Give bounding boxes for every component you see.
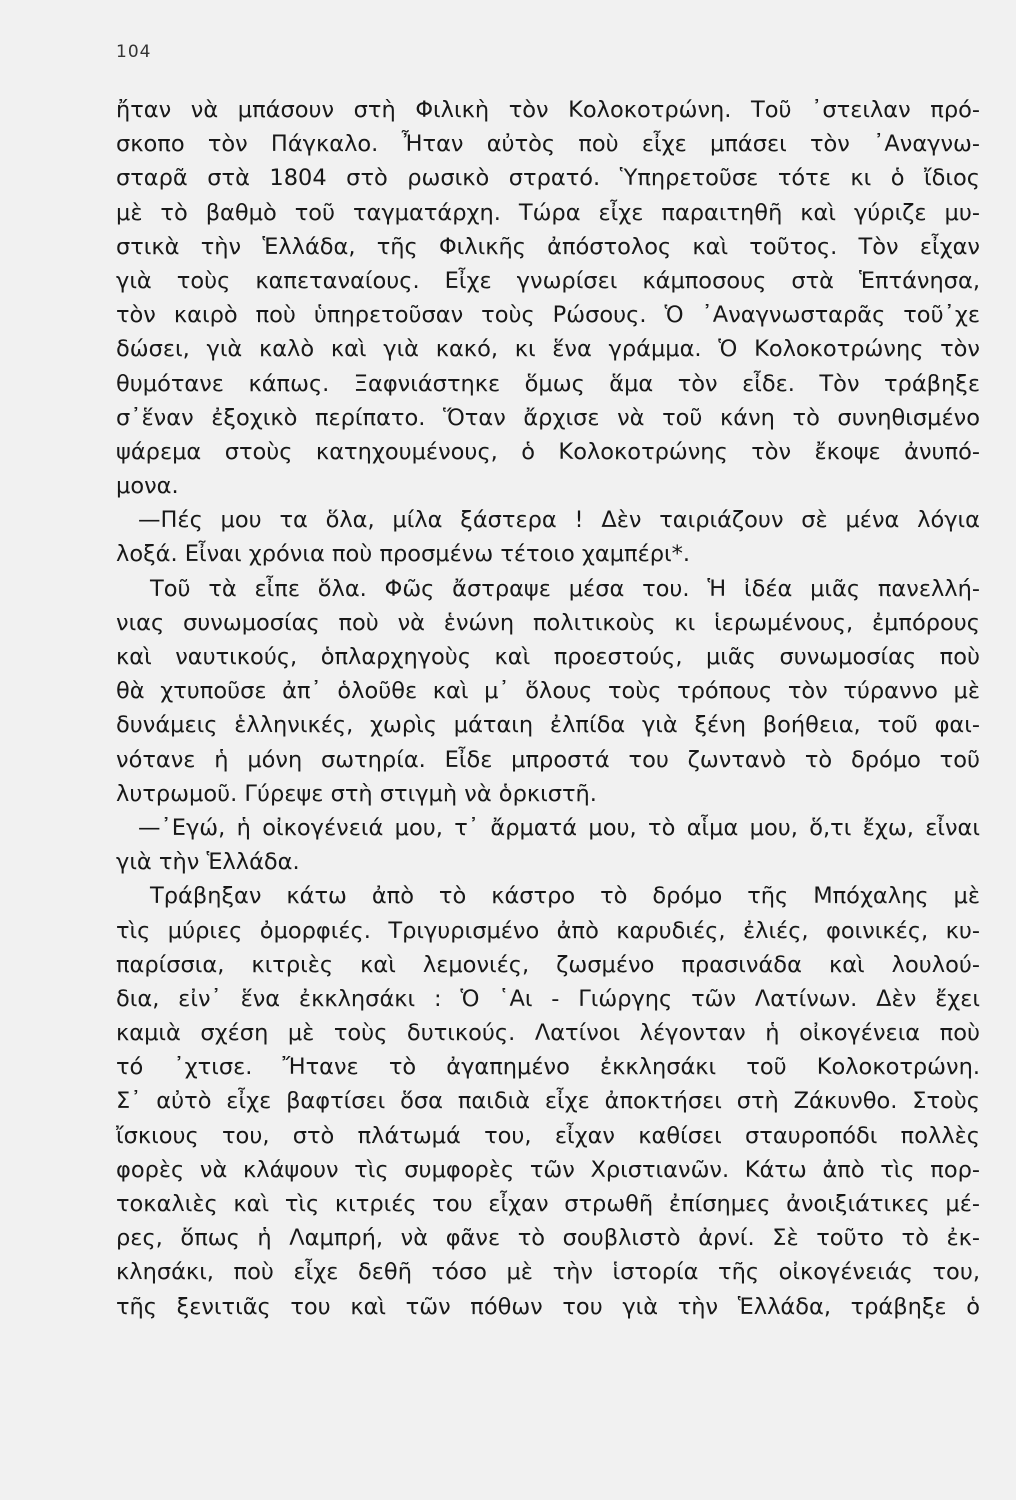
text-line: σ᾽ἕναν ἐξοχικὸ περίπατο. Ὅταν ἄρχισε νὰ τοῦ κάνη τὸ συνηθισμένο — [116, 404, 980, 431]
text-line: καὶ ναυτικούς, ὁπλαρχηγοὺς καὶ προεστούς, μιᾶς συνωμοσίας ποὺ — [116, 644, 980, 670]
text-line: τὸν καιρὸ ποὺ ὑπηρετοῦσαν τοὺς Ρώσους. Ὁ ᾽Αναγνωσταρᾶς τοῦ᾽χε — [116, 302, 980, 329]
text-line: τό ᾽χτισε. Ἤτανε τὸ ἀγαπημένο ἐκκλησάκι τοῦ Κολοκοτρώνη. — [116, 1054, 980, 1081]
text-line: στικὰ τὴν Ἑλλάδα, τῆς Φιλικῆς ἀπόστολος καὶ τοῦτος. Τὸν εἶχαν — [116, 233, 980, 260]
text-line: παρίσσια, κιτριὲς καὶ λεμονιές, ζωσμένο πρασινάδα καὶ λουλού- — [116, 951, 980, 978]
text-line: ρες, ὅπως ἡ Λαμπρή, νὰ φᾶνε τὸ σουβλιστὸ ἀρνί. Σὲ τοῦτο τὸ ἐκ- — [116, 1225, 980, 1252]
text-line: τῆς ξενιτιᾶς του καὶ τῶν πόθων του γιὰ τὴν Ἑλλάδα, τράβηξε ὁ — [116, 1293, 980, 1320]
text-line: σκοπο τὸν Πάγκαλο. Ἦταν αὐτὸς ποὺ εἶχε μπάσει τὸν ᾽Αναγνω- — [116, 131, 980, 158]
text-line: νότανε ἡ μόνη σωτηρία. Εἶδε μπροστά του ζωντανὸ τὸ δρόμο τοῦ — [116, 746, 980, 773]
text-line: σταρᾶ στὰ 1804 στὸ ρωσικὸ στρατό. Ὑπηρετοῦσε τότε κι ὁ ἴδιος — [116, 165, 980, 192]
text-line: γιὰ τὴν Ἑλλάδα. — [116, 849, 300, 876]
text-line: τοκαλιὲς καὶ τὶς κιτριές του εἶχαν στρωθῆ ἐπίσημες ἀνοιξιάτικες μέ- — [116, 1191, 980, 1217]
text-line: δώσει, γιὰ καλὸ καὶ γιὰ κακό, κι ἕνα γράμμα. Ὁ Κολοκοτρώνης τὸν — [116, 336, 980, 363]
text-line: λοξά. Εἶναι χρόνια ποὺ προσμένω τέτοιο χαμπέρι*. — [116, 541, 691, 568]
text-line: Τράβηξαν κάτω ἀπὸ τὸ κάστρο τὸ δρόμο τῆς Μπόχαλης μὲ — [150, 883, 980, 910]
page-number: 104 — [116, 42, 152, 62]
text-line: Τοῦ τὰ εἶπε ὅλα. Φῶς ἄστραψε μέσα του. Ἡ ἰδέα μιᾶς πανελλή- — [150, 575, 980, 602]
text-line: δια, εἰν᾽ ἕνα ἐκκλησάκι : Ὁ ῾Αι - Γιώργης τῶν Λατίνων. Δὲν ἔχει — [116, 985, 980, 1012]
text-line: Σ᾽ αὐτὸ εἶχε βαφτίσει ὅσα παιδιὰ εἶχε ἀποκτήσει στὴ Ζάκυνθο. Στοὺς — [116, 1088, 980, 1115]
text-line: κλησάκι, ποὺ εἶχε δεθῆ τόσο μὲ τὴν ἱστορία τῆς οἰκογένειάς του, — [116, 1259, 980, 1286]
text-line: —᾽Εγώ, ἡ οἰκογένειά μου, τ᾽ ἄρματά μου, τὸ αἷμα μου, ὅ,τι ἔχω, εἶναι — [138, 814, 980, 841]
text-line: νιας συνωμοσίας ποὺ νὰ ἑνώνη πολιτικοὺς κι ἱερωμένους, ἐμπόρους — [116, 609, 980, 636]
text-line: ψάρεμα στοὺς κατηχουμένους, ὁ Κολοκοτρώνης τὸν ἔκοψε ἀνυπό- — [116, 438, 980, 465]
text-line: λυτρωμοῦ. Γύρεψε στὴ στιγμὴ νὰ ὁρκιστῆ. — [116, 780, 597, 807]
text-line: μονα. — [116, 473, 179, 500]
text-line: θὰ χτυποῦσε ἀπ᾽ ὁλοῦθε καὶ μ᾽ ὅλους τοὺς τρόπους τὸν τύραννο μὲ — [116, 678, 980, 705]
text-line: καμιὰ σχέση μὲ τοὺς δυτικούς. Λατίνοι λέγονταν ἡ οἰκογένεια ποὺ — [116, 1020, 980, 1047]
text-line: —Πές μου τα ὅλα, μίλα ξάστερα ! Δὲν ταιριάζουν σὲ μένα λόγια — [138, 507, 980, 534]
text-line: μὲ τὸ βαθμὸ τοῦ ταγματάρχη. Τώρα εἶχε παραιτηθῆ καὶ γύριζε μυ- — [116, 199, 980, 226]
text-line: δυνάμεις ἑλληνικές, χωρὶς μάταιη ἐλπίδα γιὰ ξένη βοήθεια, τοῦ φαι- — [116, 712, 980, 739]
text-line: γιὰ τοὺς καπεταναίους. Εἶχε γνωρίσει κάμποσους στὰ Ἑπτάνησα, — [116, 267, 980, 294]
text-line: τὶς μύριες ὀμορφιές. Τριγυρισμένο ἀπὸ καρυδιές, ἐλιές, φοινικές, κυ- — [116, 917, 980, 944]
text-line: ἤταν νὰ μπάσουν στὴ Φιλικὴ τὸν Κολοκοτρώνη. Τοῦ ᾽στειλαν πρό- — [116, 97, 980, 123]
text-line: ἴσκιους του, στὸ πλάτωμά του, εἶχαν καθίσει σταυροπόδι πολλὲς — [116, 1122, 980, 1149]
text-line: θυμότανε κάπως. Ξαφνιάστηκε ὅμως ἅμα τὸν εἶδε. Τὸν τράβηξε — [116, 370, 980, 397]
body-text — [116, 93, 980, 1324]
text-line: φορὲς νὰ κλάψουν τὶς συμφορὲς τῶν Χριστιανῶν. Κάτω ἀπὸ τὶς πορ- — [116, 1156, 980, 1183]
